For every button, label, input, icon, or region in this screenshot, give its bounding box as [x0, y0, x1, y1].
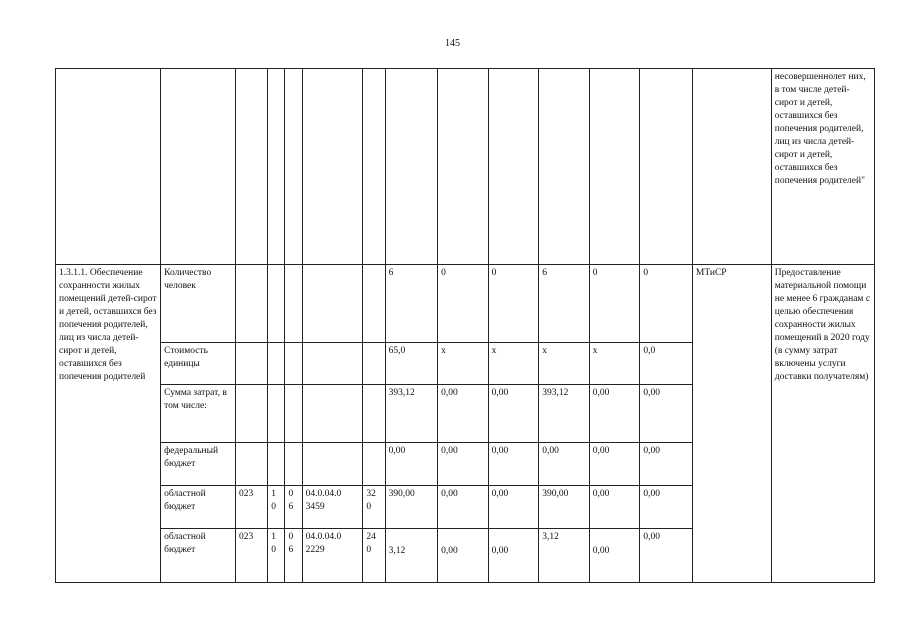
value-cell: х: [589, 343, 640, 385]
code-cell: 1 0: [268, 529, 285, 583]
value-cell: 390,00: [539, 486, 590, 529]
table-row-continuation: [56, 69, 875, 265]
value-cell: 0,00: [488, 385, 539, 443]
row-label: областной бюджет: [161, 529, 236, 583]
value-cell: 393,12: [539, 385, 590, 443]
value-cell: 0,00: [640, 385, 693, 443]
value-cell: 0,00: [640, 529, 693, 583]
code-cell: 24 0: [363, 529, 385, 583]
value-cell: 6: [385, 265, 438, 343]
value-cell: 0,00: [589, 486, 640, 529]
measure-name: 1.3.1.1. Обеспечение сохранности жилых помещений детей-сирот и детей, оставшихся без попечения родителей, лиц из числа детей-сирот и детей, оставшихся без попечения родителей: [56, 265, 161, 583]
value-cell: х: [488, 343, 539, 385]
code-cell: 0 6: [285, 529, 302, 583]
result-description: Предоставление материальной помощи не менее 6 гражданам с целью обеспечения сохранности жилых помещений в 2020 году (в сумму затрат включены услуги доставки получателям): [771, 265, 874, 583]
value-cell: 0: [438, 265, 489, 343]
value-cell: 0,00: [640, 486, 693, 529]
executor: МТиСР: [692, 265, 771, 583]
value-cell: 0,00: [589, 443, 640, 486]
value-cell: 0: [640, 265, 693, 343]
row-label: Сумма затрат, в том числе:: [161, 385, 236, 443]
code-cell: 1 0: [268, 486, 285, 529]
code-cell: 023: [235, 486, 267, 529]
value-cell: 0: [589, 265, 640, 343]
value-cell: 0,00: [438, 443, 489, 486]
table-row: [56, 265, 875, 343]
value-cell: 0,00: [438, 486, 489, 529]
row-label: Стоимость единицы: [161, 343, 236, 385]
code-cell: 04.0.04.0 2229: [302, 529, 363, 583]
code-cell: 0 6: [285, 486, 302, 529]
code-cell: 32 0: [363, 486, 385, 529]
value-cell: 3,12: [539, 529, 590, 583]
value-cell: 0,00: [488, 443, 539, 486]
result-cell-continued: несовершеннолет них, в том числе детей-сирот и детей, оставшихся без попечения родителей, лиц из числа детей-сирот и детей, оставшихся без попечения родителей": [771, 69, 874, 265]
budget-table: [55, 68, 875, 583]
value-cell: 390,00: [385, 486, 438, 529]
page-number: 145: [445, 38, 460, 49]
value-cell: 6: [539, 265, 590, 343]
value-cell: 0,0: [640, 343, 693, 385]
value-cell: 3,12: [388, 546, 406, 556]
row-label: областной бюджет: [161, 486, 236, 529]
value-cell: х: [438, 343, 489, 385]
code-cell: 04.0.04.0 3459: [302, 486, 363, 529]
value-cell: 0,00: [488, 486, 539, 529]
value-cell: 0,00: [491, 546, 509, 556]
value-cell: х: [539, 343, 590, 385]
value-cell: 0,00: [385, 443, 438, 486]
value-cell: 0: [488, 265, 539, 343]
value-cell: 0,00: [438, 385, 489, 443]
value-cell: 0,00: [589, 385, 640, 443]
value-cell: 0,00: [441, 546, 458, 556]
value-cell: 65,0: [385, 343, 438, 385]
value-cell: 0,00: [539, 443, 590, 486]
row-label: федеральный бюджет: [161, 443, 236, 486]
value-cell: 0,00: [640, 443, 693, 486]
value-cell: 393,12: [385, 385, 438, 443]
value-cell: 0,00: [592, 546, 610, 556]
code-cell: 023: [235, 529, 267, 583]
row-label: Количество человек: [161, 265, 236, 343]
